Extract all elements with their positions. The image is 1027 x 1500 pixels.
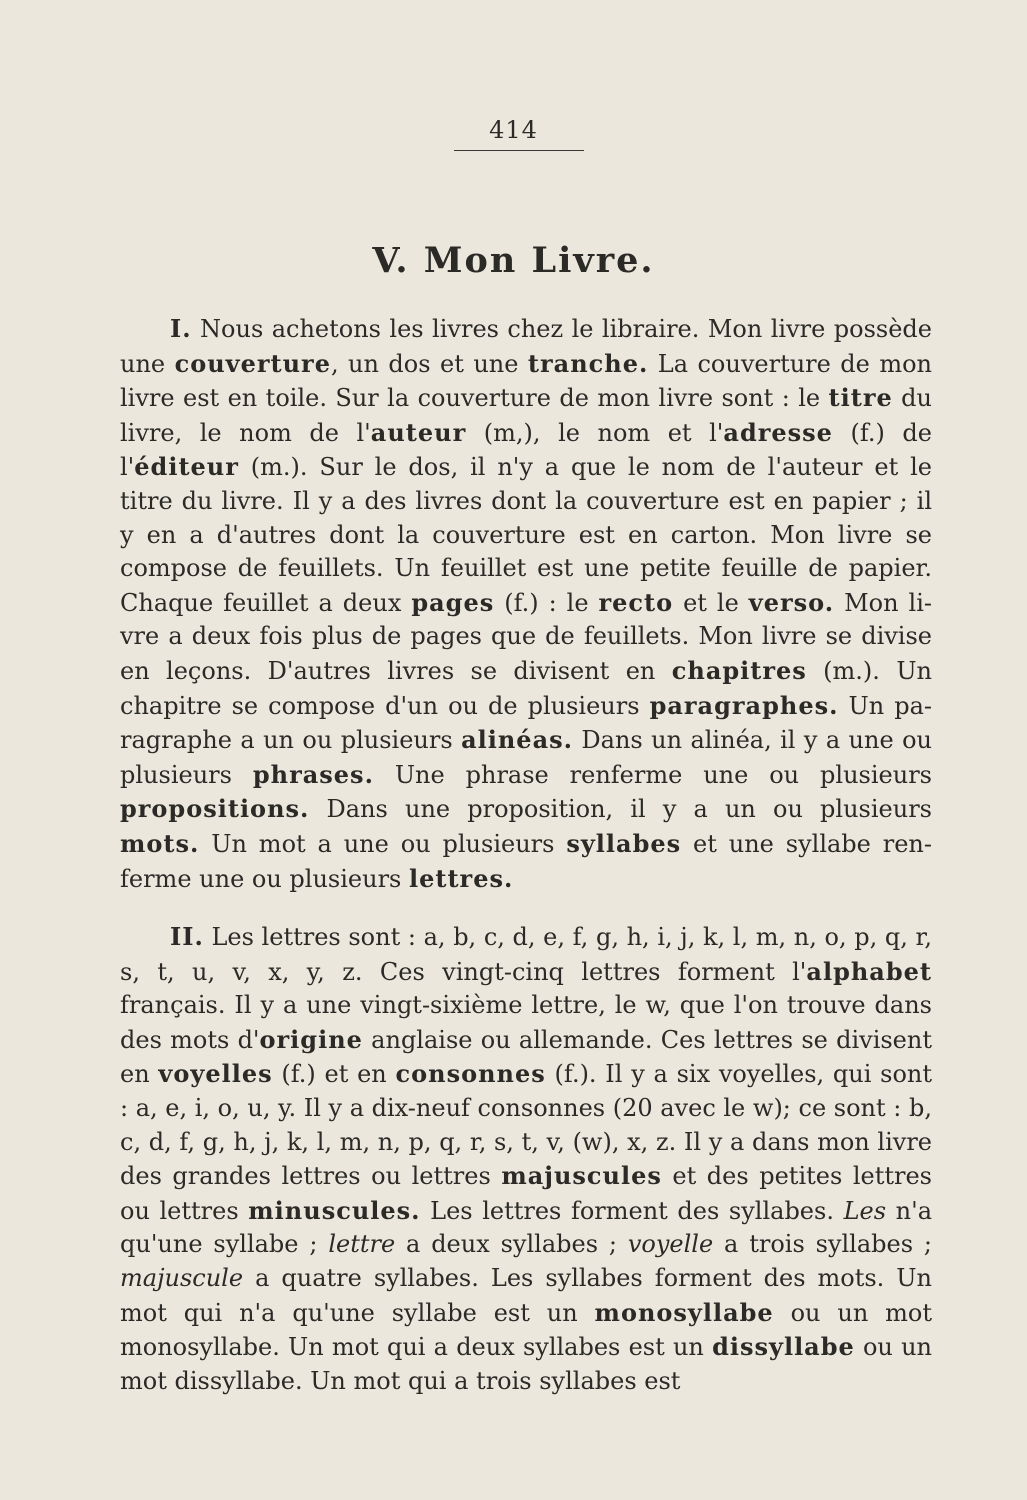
- keyword: propositions.: [120, 794, 310, 824]
- text-run: (f.) : le: [494, 588, 599, 617]
- keyword: recto: [598, 587, 674, 617]
- text-run: Nous achetons les livres chez le libraire. Mon livre possède une: [120, 315, 932, 378]
- paragraph-1: [120, 312, 932, 896]
- keyword: auteur: [370, 417, 467, 447]
- text-run: a deux syllabes ;: [395, 1230, 628, 1259]
- text-run: (f.). Il y a six voyelles, qui sont : a, e, i, o, u, y. Il y a dix-neuf consonnes (20 avec le w); ce sont : b, c, d, f, g, h, j, k, l, m, n, p, q, r, s, t, v, (w), x, z. Il y a dans mon livre des grandes lettres ou lettres: [120, 1060, 933, 1191]
- page-number-rule: [454, 150, 584, 151]
- text-run: Une phrase renferme une ou plusieurs: [373, 760, 932, 789]
- paragraph-2: [120, 920, 932, 1398]
- keyword: voyelles: [158, 1059, 273, 1089]
- italic-example: voyelle: [627, 1230, 714, 1259]
- keyword: éditeur: [134, 452, 239, 482]
- text-run: Un paragraphe a un ou plusieurs: [120, 691, 932, 755]
- keyword: adresse: [723, 417, 833, 447]
- keyword: minuscules.: [248, 1195, 421, 1225]
- keyword: pages: [411, 587, 495, 617]
- text-run: du livre, le nom de l': [120, 384, 932, 447]
- page-number: 414: [489, 116, 538, 144]
- keyword: verso.: [748, 587, 835, 617]
- keyword: paragraphes.: [649, 690, 839, 720]
- keyword: phrases.: [252, 759, 374, 789]
- text-run: , un dos et une: [330, 349, 528, 378]
- keyword: monosyllabe: [594, 1297, 774, 1327]
- keyword: chapitres: [671, 655, 807, 685]
- keyword: alphabet: [806, 956, 932, 986]
- text-run: Les lettres forment des syllabes.: [420, 1196, 844, 1225]
- text-run: (f.) de l': [120, 418, 932, 482]
- text-run: (m,), le nom et l': [466, 418, 724, 447]
- keyword: tranche.: [527, 348, 649, 378]
- text-run: Dans une proposition, il y a un ou plusieurs: [309, 795, 932, 824]
- text-run: Mon livre a deux fois plus de pages que de feuillets. Mon livre se divise en leçons. D'autres livres se divisent en: [120, 588, 932, 685]
- keyword: dissyllabe: [712, 1332, 855, 1362]
- text-run: (f.) et en: [272, 1060, 396, 1089]
- keyword: I.: [170, 314, 192, 343]
- italic-example: majuscule: [120, 1264, 244, 1293]
- keyword: couverture: [174, 348, 331, 378]
- text-run: ou un mot dissyllabe. Un mot qui a trois syllabes est: [120, 1333, 933, 1395]
- text-run: et le: [673, 588, 749, 617]
- keyword: titre: [828, 383, 893, 413]
- text-run: ou un mot monosyllabe. Un mot qui a deux syllabes est un: [120, 1298, 932, 1362]
- text-run: a trois syllabes ;: [713, 1230, 932, 1259]
- keyword: mots.: [120, 828, 200, 858]
- text-run: La couverture de mon livre est en toile. Sur la couverture de mon livre sont : le: [120, 349, 932, 413]
- text-run: et des petites lettres ou lettres: [120, 1162, 932, 1225]
- text-run: français. Il y a une vingt-sixième lettre, le w, que l'on trouve dans des mots d': [120, 991, 932, 1054]
- keyword: consonnes: [395, 1059, 546, 1089]
- keyword: majuscules: [501, 1161, 662, 1191]
- keyword: syllabes: [566, 828, 682, 858]
- text-run: anglaise ou allemande. Ces lettres se divisent en: [120, 1025, 932, 1089]
- body-text: [120, 312, 932, 1398]
- keyword: II.: [170, 922, 204, 952]
- text-run: Les lettres sont : a, b, c, d, e, f, g, h, i, j, k, l, m, n, o, p, q, r, s, t, u, v, x, y, z. Ces vingt-cinq lettres forment l': [120, 923, 932, 986]
- keyword: origine: [259, 1024, 363, 1054]
- italic-example: Les: [843, 1196, 887, 1225]
- text-run: (m.). Sur le dos, il n'y a que le nom de l'auteur et le titre du livre. Il y a des livres dont la couverture est en papier ; il y en a d'autres dont la couverture est en carton. Mon livre se compose de feuillets. Un feuillet est une petite feuille de papier. Chaque feuillet a deux: [120, 453, 932, 617]
- text-run: Un mot a une ou plusieurs: [199, 829, 567, 858]
- italic-example: lettre: [328, 1230, 396, 1259]
- text-run: a quatre syllabes. Les syllabes forment des mots. Un mot qui n'a qu'une syllabe est un: [120, 1264, 932, 1327]
- text-run: Dans un alinéa, il y a une ou plusieurs: [120, 726, 932, 789]
- chapter-title: V. Mon Livre.: [372, 240, 655, 281]
- keyword: alinéas.: [461, 725, 573, 755]
- keyword: lettres.: [409, 863, 514, 893]
- text-run: (m.). Un chapitre se compose d'un ou de plusieurs: [120, 656, 932, 720]
- text-run: n'a qu'une syllabe ;: [120, 1196, 932, 1259]
- text-run: et une syllabe renferme une ou plusieurs: [120, 829, 932, 893]
